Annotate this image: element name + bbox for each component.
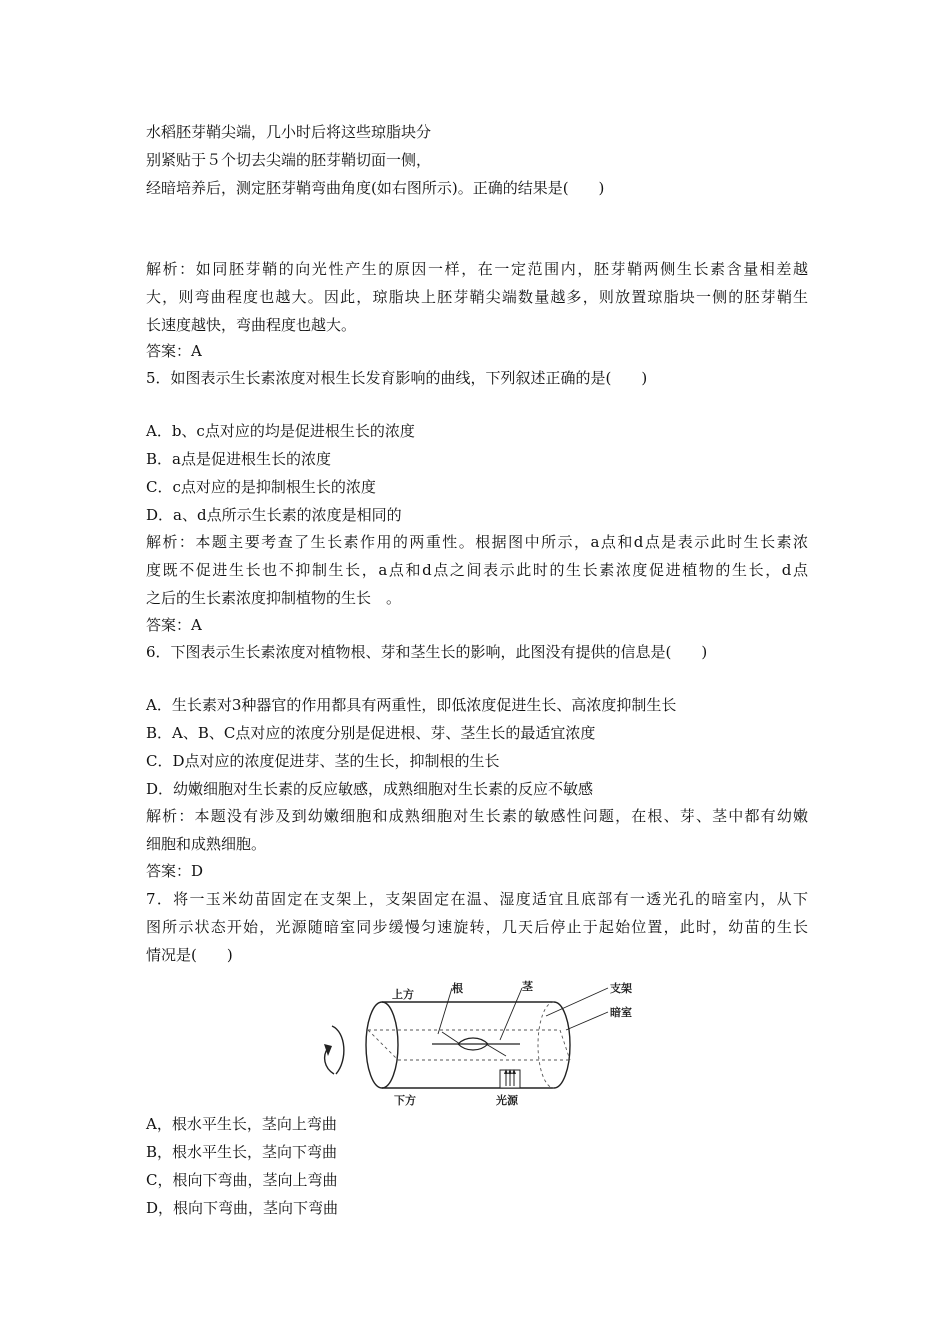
q5-option-d: D．a、d点所示生长素的浓度是相同的 [146, 506, 402, 524]
q7-stem-line-3: 情况是( ) [146, 946, 233, 964]
label-stem: 茎 [522, 980, 533, 993]
q7-stem-line-1: 7．将一玉米幼苗固定在支架上，支架固定在温、湿度适宜且底部有一透光孔的暗室内，从下 [146, 890, 808, 908]
support-plane-left [368, 1030, 398, 1060]
q5-analysis-line-1: 解析：本题主要考查了生长素作用的两重性。根据图中所示，a点和d点是表示此时生长素浓 [146, 533, 808, 551]
cylinder-right-end [554, 1002, 570, 1088]
label-support: 支架 [610, 982, 632, 995]
q4-stem-line-1: 水稻胚芽鞘尖端，几小时后将这些琼脂块分 [146, 123, 432, 141]
q6-option-a: A．生长素对3种器官的作用都具有两重性，即低浓度促进生长、高浓度抑制生长 [146, 696, 677, 714]
q6-option-c: C．D点对应的浓度促进芽、茎的生长，抑制根的生长 [146, 752, 500, 770]
q7-stem-line-2: 图所示状态开始，光源随暗室同步缓慢匀速旋转，几天后停止于起始位置，此时，幼苗的生长 [146, 918, 808, 936]
support-plane-right [560, 1030, 570, 1060]
q7-option-b: B，根水平生长，茎向下弯曲 [146, 1143, 338, 1161]
q6-option-b: B．A、B、C点对应的浓度分别是促进根、芽、茎生长的最适宜浓度 [146, 724, 596, 742]
cylinder-left-end [366, 1002, 398, 1088]
q5-option-b: B．a点是促进根生长的浓度 [146, 450, 331, 468]
q5-option-c: C．c点对应的是抑制根生长的浓度 [146, 478, 376, 496]
label-root: 根 [452, 982, 463, 995]
q6-analysis-line-1: 解析：本题没有涉及到幼嫩细胞和成熟细胞对生长素的敏感性问题，在根、芽、茎中都有幼嫩 [146, 807, 808, 825]
q6-stem: 6．下图表示生长素浓度对植物根、芽和茎生长的影响，此图没有提供的信息是( ) [146, 643, 708, 661]
q7-option-a: A，根水平生长，茎向上弯曲 [146, 1115, 337, 1133]
label-top: 上方 [392, 988, 414, 1001]
rotation-arrow [332, 1026, 344, 1074]
q5-analysis-line-3: 之后的生长素浓度抑制植物的生长 。 [146, 589, 402, 607]
q6-option-d: D．幼嫩细胞对生长素的反应敏感，成熟细胞对生长素的反应不敏感 [146, 780, 594, 798]
q5-analysis-line-2: 度既不促进生长也不抑制生长，a点和d点之间表示此时的生长素浓度促进植物的生长，d点 [146, 561, 808, 579]
q5-answer: 答案：A [146, 616, 202, 634]
label-bottom: 下方 [394, 1094, 416, 1107]
dark-chamber-diagram [310, 974, 650, 1108]
q5-stem: 5．如图表示生长素浓度对根生长发育影响的曲线，下列叙述正确的是( ) [146, 369, 648, 387]
root-leader-line [438, 988, 452, 1034]
q4-stem-line-3: 经暗培养后，测定胚芽鞘弯曲角度(如右图所示)。正确的结果是( ) [146, 179, 605, 197]
label-light: 光源 [496, 1094, 518, 1107]
q7-option-d: D，根向下弯曲，茎向下弯曲 [146, 1199, 339, 1217]
q4-answer: 答案：A [146, 342, 202, 360]
seedling-mark-1 [442, 1032, 460, 1044]
dark-chamber-figure [310, 974, 650, 1108]
q4-analysis-line-1: 解析：如同胚芽鞘的向光性产生的原因一样，在一定范围内，胚芽鞘两侧生长素含量相差越 [146, 260, 808, 278]
q5-option-a: A．b、c点对应的均是促进根生长的浓度 [146, 422, 415, 440]
q6-answer: 答案：D [146, 862, 204, 880]
q7-option-c: C，根向下弯曲，茎向上弯曲 [146, 1171, 338, 1189]
cylinder-right-hidden [538, 1002, 554, 1088]
label-chamber: 暗室 [610, 1006, 632, 1019]
seedling-mark-2 [486, 1044, 506, 1056]
chamber-leader-line [566, 1012, 608, 1030]
stem-leader-line [500, 988, 522, 1040]
q6-analysis-line-2: 细胞和成熟细胞。 [146, 835, 267, 853]
q4-analysis-line-3: 长速度越快，弯曲程度也越大。 [146, 316, 357, 334]
q4-analysis-line-2: 大，则弯曲程度也越大。因此，琼脂块上胚芽鞘尖端数量越多，则放置琼脂块一侧的胚芽鞘生 [146, 288, 808, 306]
q4-stem-line-2: 别紧贴于５个切去尖端的胚芽鞘切面一侧， [146, 151, 432, 169]
